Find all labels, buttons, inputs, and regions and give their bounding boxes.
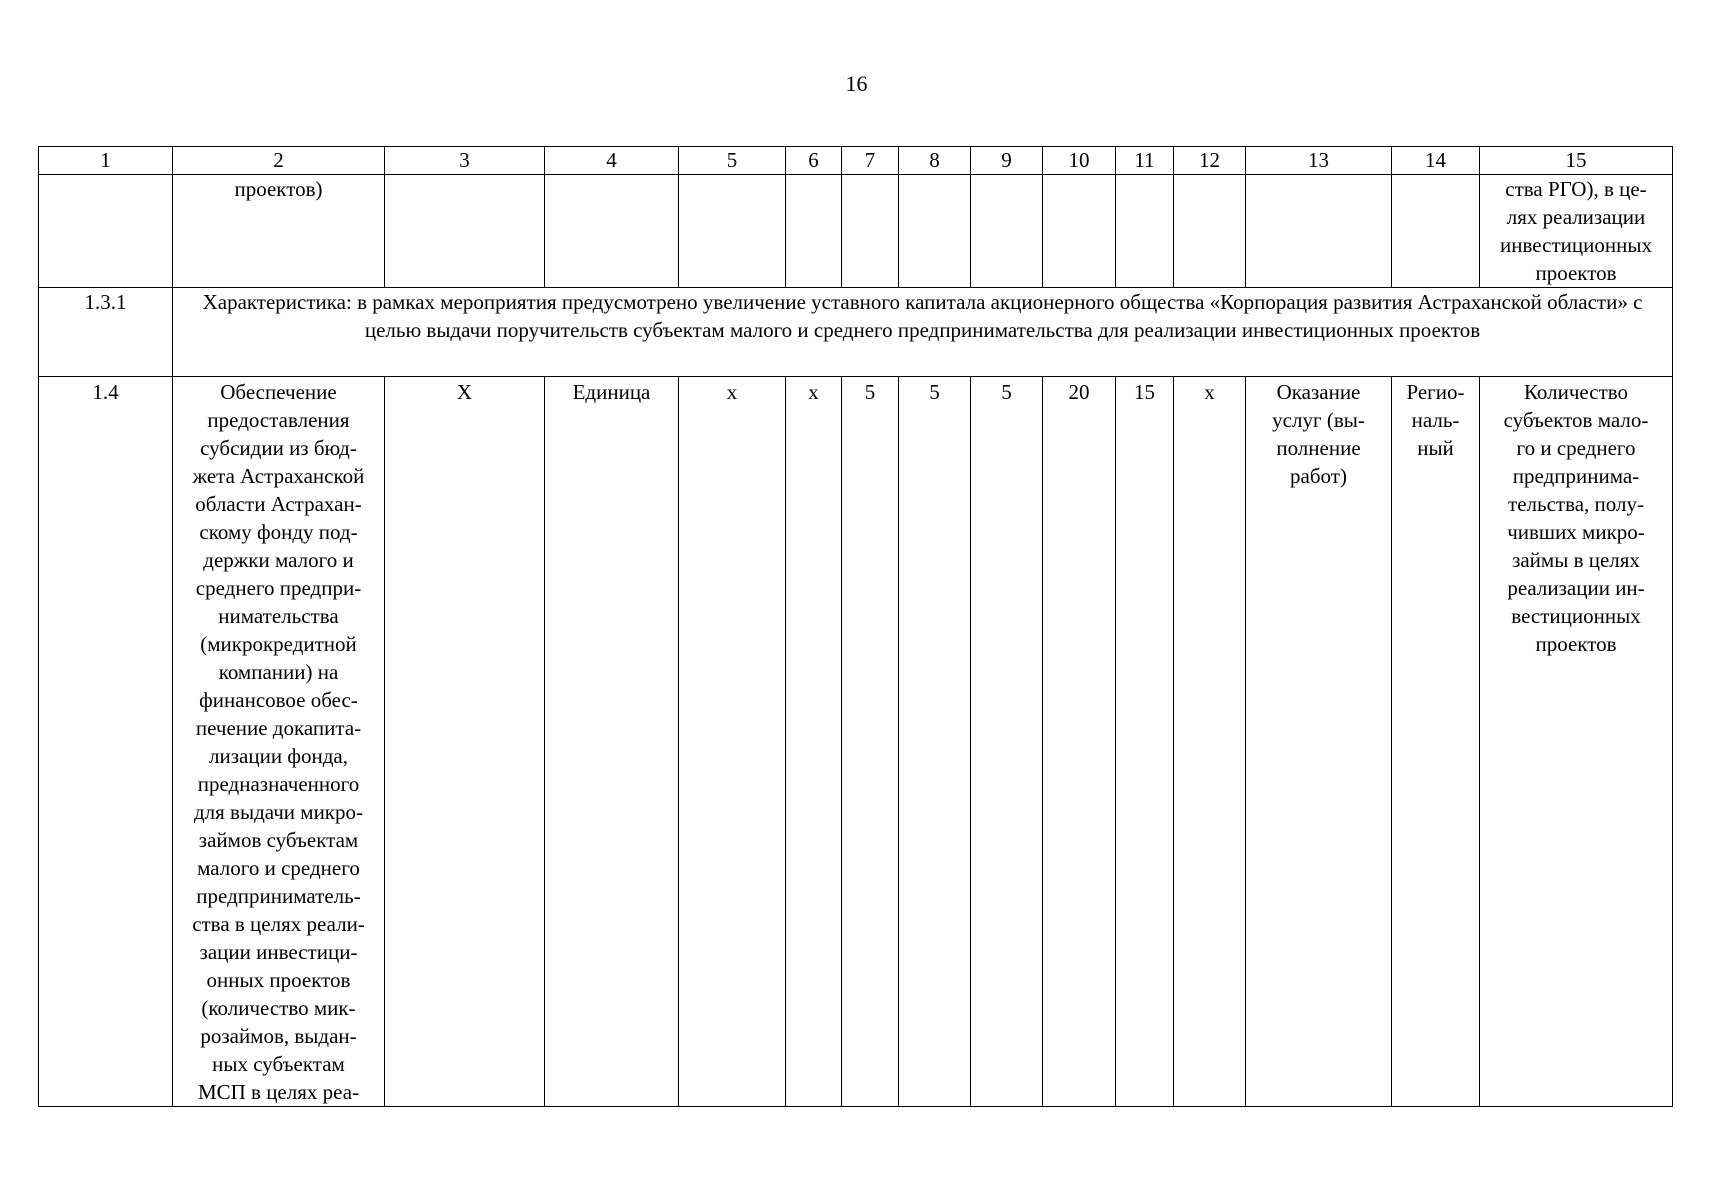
text-line: скому фонду под-: [199, 520, 358, 544]
table-cell: [971, 175, 1043, 288]
text-line: инвестиционных: [1500, 233, 1652, 257]
text-line: Регио-: [1406, 380, 1465, 404]
text-line: реализации ин-: [1507, 576, 1645, 600]
column-8-value: 5: [899, 377, 971, 1107]
text-line: для выдачи микро-: [193, 800, 364, 824]
text-line: полнение: [1276, 436, 1361, 460]
text-line: лях реализации: [1506, 205, 1646, 229]
text-line: вестиционных: [1511, 604, 1641, 628]
continuation-name-cell: проектов): [173, 175, 385, 288]
text-line: предприниматель-: [196, 884, 361, 908]
column-number: 12: [1174, 147, 1246, 175]
text-line: Количество: [1523, 380, 1629, 404]
column-12-value: x: [1174, 377, 1246, 1107]
text-line: Обеспечение: [220, 380, 337, 404]
table-cell: [679, 175, 786, 288]
text-line: проектов: [1535, 632, 1617, 656]
table-cell: [1043, 175, 1116, 288]
column-number: 7: [842, 147, 899, 175]
column-number: 4: [545, 147, 679, 175]
text-line: услуг (вы-: [1272, 408, 1365, 432]
text-line: субъектов мало-: [1503, 408, 1649, 432]
text-line: держки малого и: [203, 548, 354, 572]
column-number: 1: [39, 147, 173, 175]
text-line: предоставления: [207, 408, 350, 432]
row-1-3-1: [39, 288, 1673, 377]
text-line: онных проектов: [206, 968, 351, 992]
column-number: 6: [786, 147, 842, 175]
text-line: ный: [1417, 436, 1454, 460]
text-line: займы в целях: [1512, 548, 1640, 572]
text-line: займов субъектам: [198, 828, 359, 852]
column-number: 13: [1246, 147, 1392, 175]
table-cell: [1392, 175, 1480, 288]
column-number: 3: [385, 147, 545, 175]
table-cell: [786, 175, 842, 288]
text-line: го и среднего: [1516, 436, 1636, 460]
column-number: 8: [899, 147, 971, 175]
indicator-cell: [1480, 377, 1673, 1107]
text-line: среднего предпри-: [195, 576, 362, 600]
text-line: малого и среднего: [197, 856, 360, 880]
text-line: наль-: [1411, 408, 1460, 432]
text-line: нимательства: [218, 604, 339, 628]
text-line: финансовое обес-: [199, 688, 358, 712]
table-cell: [385, 175, 545, 288]
text-line: печение докапита-: [195, 716, 362, 740]
column-5-value: x: [679, 377, 786, 1107]
page-number: 16: [845, 71, 868, 96]
text-line: (микрокредитной: [200, 632, 357, 656]
column-9-value: 5: [971, 377, 1043, 1107]
column-3-value: X: [385, 377, 545, 1107]
measure-name-cell: [173, 377, 385, 1107]
table-cell: [545, 175, 679, 288]
column-number: 5: [679, 147, 786, 175]
column-number: 15: [1480, 147, 1673, 175]
column-number: 2: [173, 147, 385, 175]
table-cell: [899, 175, 971, 288]
text-line: проектов: [1535, 261, 1617, 285]
unit-cell: Единица: [545, 377, 679, 1107]
text-line: розаймов, выдан-: [200, 1024, 357, 1048]
column-number-row: [39, 147, 1673, 175]
column-7-value: 5: [842, 377, 899, 1107]
characteristic-text: Характеристика: в рамках мероприятия предусмотрено увеличение уставного капитала акционерного общества «Корпорация развития Астраханской области» с целью выдачи поручительств субъектам малого и среднего предпринимательства для реализации инвестиционных проектов: [173, 288, 1673, 377]
text-line: (количество мик-: [201, 996, 356, 1020]
column-number: 11: [1116, 147, 1174, 175]
column-6-value: x: [786, 377, 842, 1107]
continuation-row: [39, 175, 1673, 288]
row-number: 1.3.1: [39, 288, 173, 377]
column-number: 14: [1392, 147, 1480, 175]
result-type-cell: [1246, 377, 1392, 1107]
text-line: ства РГО), в це-: [1505, 177, 1647, 201]
text-line: зации инвестици-: [199, 940, 358, 964]
text-line: ства в целях реали-: [192, 912, 365, 936]
measures-table: [38, 146, 1673, 1107]
table-cell: [842, 175, 899, 288]
table-cell: [1174, 175, 1246, 288]
table-cell: [39, 175, 173, 288]
level-cell: [1392, 377, 1480, 1107]
text-line: МСП в целях реа-: [197, 1080, 360, 1104]
column-11-value: 15: [1116, 377, 1174, 1107]
continuation-indicator-cell: [1480, 175, 1673, 288]
text-line: тельства, полу-: [1508, 492, 1644, 516]
text-line: ных субъектам: [212, 1052, 345, 1076]
text-line: Оказание: [1276, 380, 1361, 404]
text-line: работ): [1290, 464, 1347, 488]
column-10-value: 20: [1043, 377, 1116, 1107]
text-line: предпринима-: [1512, 464, 1640, 488]
text-line: предназначенного: [197, 772, 360, 796]
text-line: лизации фонда,: [209, 744, 348, 768]
table-cell: [1246, 175, 1392, 288]
text-line: чивших микро-: [1507, 520, 1645, 544]
row-1-4: [39, 377, 1673, 1107]
text-line: компании) на: [218, 660, 339, 684]
text-line: жета Астраханской: [192, 464, 365, 488]
text-line: области Астрахан-: [195, 492, 362, 516]
column-number: 9: [971, 147, 1043, 175]
table-cell: [1116, 175, 1174, 288]
column-number: 10: [1043, 147, 1116, 175]
row-number: 1.4: [39, 377, 173, 1107]
text-line: субсидии из бюд-: [200, 436, 357, 460]
